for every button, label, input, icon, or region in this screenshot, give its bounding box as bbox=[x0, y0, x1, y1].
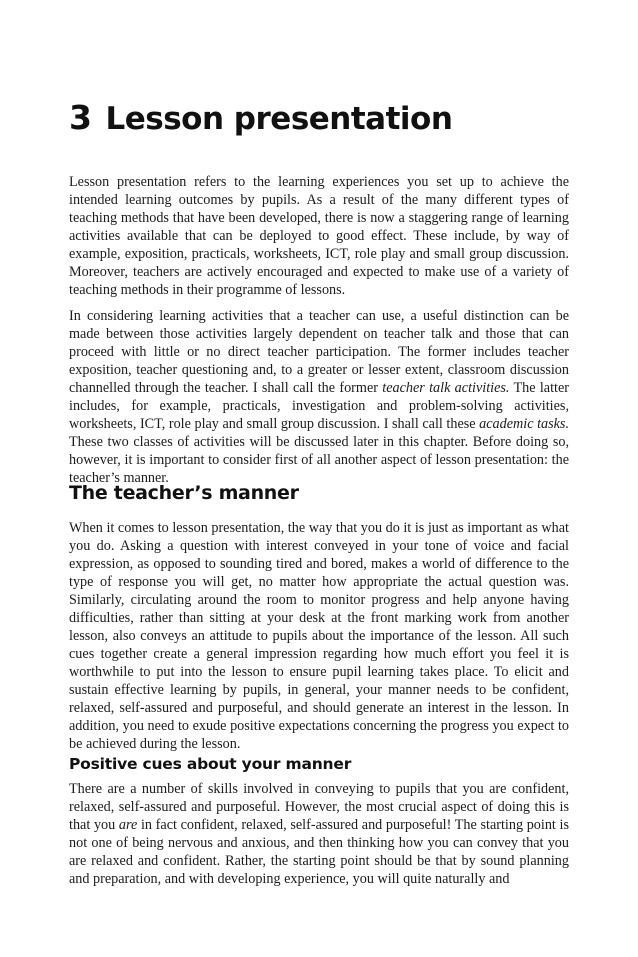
intro-paragraph-2: In considering learning activities that a teacher can use, a useful distinction can be made between those activities largely dependent on teacher talk and those that can proceed with little or no direct teacher participation. The former includes teacher exposition, teacher questioning and, to a greater or lesser extent, classroom discussion channelled through the teacher. I shall call the former teacher talk activities. The latter includes, for example, practicals, investigation and problem-solving activities, worksheets, ICT, role play and small group discussion. I shall call these academic tasks. These two classes of activities will be discussed later in this chapter. Before doing so, however, it is important to consider first of all another aspect of lesson presentation: the teacher’s manner. bbox=[69, 308, 569, 486]
chapter-title-text: Lesson presentation bbox=[105, 101, 453, 137]
term-teacher-talk-activities: teacher talk activities. bbox=[382, 380, 510, 396]
subsection-heading: Positive cues about your manner bbox=[69, 755, 352, 773]
teachers-manner-paragraph: When it comes to lesson presentation, the way that you do it is just as important as what you do. Asking a question with interest conveyed in your tone of voice and facial expression, as opposed to sounding tired and bored, makes a world of difference to the type of response you will get, no matter how appropriate the actual question was. Similarly, circulating around the room to monitor progress and help anyone having difficulties, rather than sitting at your desk at the front marking work from another lesson, also conveys an attitude to pupils about the importance of the lesson. All such cues together create a general impression regarding how much effort you feel it is worthwhile to put into the lesson to ensure pupil learning takes place. To elicit and sustain effective learning by pupils, in general, your manner needs to be confident, relaxed, self-assured and purposeful, and should generate an interest in the lesson. In addition, you need to exude positive expectations concerning the progress you expect to be achieved during the lesson. bbox=[69, 520, 569, 752]
intro-section bbox=[69, 173, 569, 495]
intro-paragraph-1: Lesson presentation refers to the learning experiences you set up to achieve the intended learning outcomes by pupils. As a result of the many different types of teaching methods that have been developed, there is now a staggering range of learning activities available that can be deployed to good effect. These include, by way of example, exposition, practicals, worksheets, ICT, role play and small group discussion. Moreover, teachers are actively encouraged and expected to make use of a variety of teaching methods in their programme of lessons. bbox=[69, 174, 569, 298]
chapter-number: 3 bbox=[69, 98, 92, 137]
positive-cues-paragraph: There are a number of skills involved in conveying to pupils that you are confident, relaxed, self-assured and purposeful. However, the most crucial aspect of doing this is that you are in fact confident, relaxed, self-assured and purposeful! The starting point is not one of being nervous and anxious, and then thinking how you can convey that you are relaxed and confident. Rather, the starting point should be that by sound planning and preparation, and with developing experience, you will quite naturally and bbox=[69, 781, 570, 887]
term-academic-tasks: academic tasks. bbox=[479, 416, 569, 432]
teachers-manner-section bbox=[69, 480, 569, 761]
section-heading: The teacher’s manner bbox=[69, 482, 299, 504]
chapter-title bbox=[69, 96, 452, 141]
positive-cues-section bbox=[69, 753, 569, 896]
emphasis-are: are bbox=[118, 817, 138, 833]
